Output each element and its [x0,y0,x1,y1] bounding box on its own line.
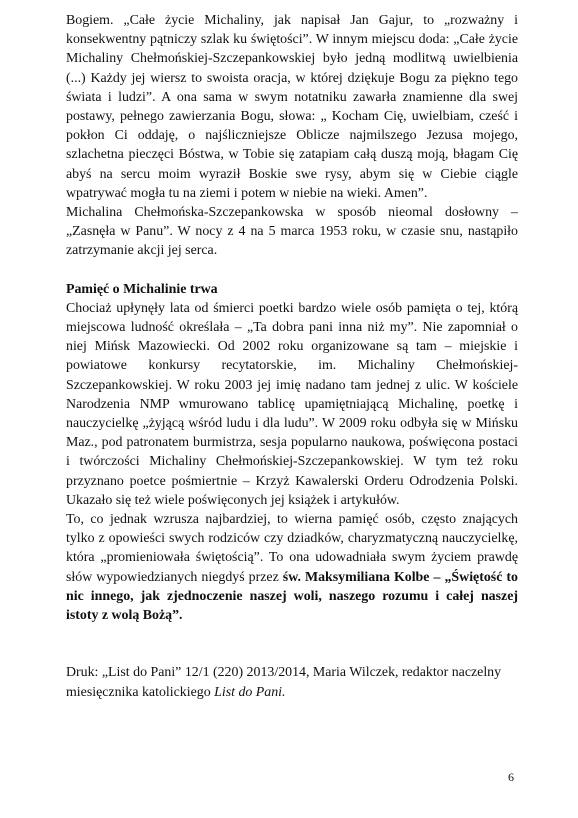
magazine-title: List do Pani. [214,684,286,700]
paragraph-4 [66,510,518,625]
document-body [66,11,518,702]
kolbe-quote: św. Maksymiliana Kolbe – „Świętość to nic innego, jak zjednoczenie naszej woli, naszego rozumu i całej naszej istoty z wolą Bożą”. [66,569,518,624]
page-number: 6 [508,770,514,784]
paragraph-1: Bogiem. „Całe życie Michaliny, jak napisał Jan Gajur, to „rozważny i konsekwentny pątniczy szlak ku świętości”. W innym miejscu doda: „Całe życie Michaliny Chełmońskiej-Szczepankowskiej było jedną modlitwą uwielbienia (...) Każdy jej wiersz to swoista oracja, w której dziękuje Bogu za piękno tego świata i ludzi”. A ona sama w swym notatniku zawarła znamienne dla swej postawy, pełnego zawierzania Bogu, słowa: „ Kocham Cię, uwielbiam, cześć i pokłon Ci oddaję, o najśliczniejsze Oblicze najmilszego Jezusa mojego, szlachetna pieczęci Bóstwa, w Tobie się zatapiam całą duszą moją, błagam Cię abyś na sercu moim wyraził Boskie swe rysy, abym się w Ciebie ciągle wpatrywać mogła tu na ziemi i potem w niebie na wieki. Amen”. [66,13,518,201]
spacer [66,625,518,663]
paragraph-4-text: To, co jednak wzrusza najbardziej, to wierna pamięć osób, często znających tylko z opowieści swych rodziców czy dziadków, charyzmatyczną nauczycielkę, która „promieniowała świętością”. To ona udowadniała swym życiem prawdę słów wypowiedzianych niegdyś przez [66,512,518,585]
spacer [66,261,518,280]
source-text: Druk: „List do Pani” 12/1 (220) 2013/2014, Maria Wilczek, redaktor naczelny miesięcznika katolickiego [66,665,502,700]
paragraph-2: Michalina Chełmońska-Szczepankowska w sposób nieomal dosłowny – „Zasnęła w Panu”. W nocy z 4 na 5 marca 1953 roku, w czasie snu, nastąpiło zatrzymanie akcji jej serca. [66,205,518,259]
paragraph-3: Chociaż upłynęły lata od śmierci poetki bardzo wiele osób pamięta o tej, którą miejscowa ludność określała – „Ta dobra pani inna niż my”. Nie zapomniał o niej Mińsk Mazowiecki. Od 2002 roku organizowane są tam – miejskie i powiatowe konkursy recytatorskie, im. Michaliny Chełmońskiej-Szczepankowskiej. W roku 2003 jej imię nadano tam jednej z ulic. W kościele Narodzenia NMP wmurowano tablicę upamiętniającą Michalinę, poetkę i nauczycielkę „żyjącą wśród ludu i dla ludu”. W 2009 roku odbyła się w Mińsku Maz., pod patronatem burmistrza, sesja popularno naukowa, poświęcona postaci i twórczości Michaliny Chełmońskiej-Szczepankowskiej. W tym też roku przyznano poetce pośmiertnie – Krzyż Kawalerski Orderu Odrodzenia Polski. Ukazało się też wiele poświęconych jej książek i artykułów. [66,300,518,508]
section-heading: Pamięć o Michalinie trwa [66,281,218,297]
source-note [66,663,518,701]
